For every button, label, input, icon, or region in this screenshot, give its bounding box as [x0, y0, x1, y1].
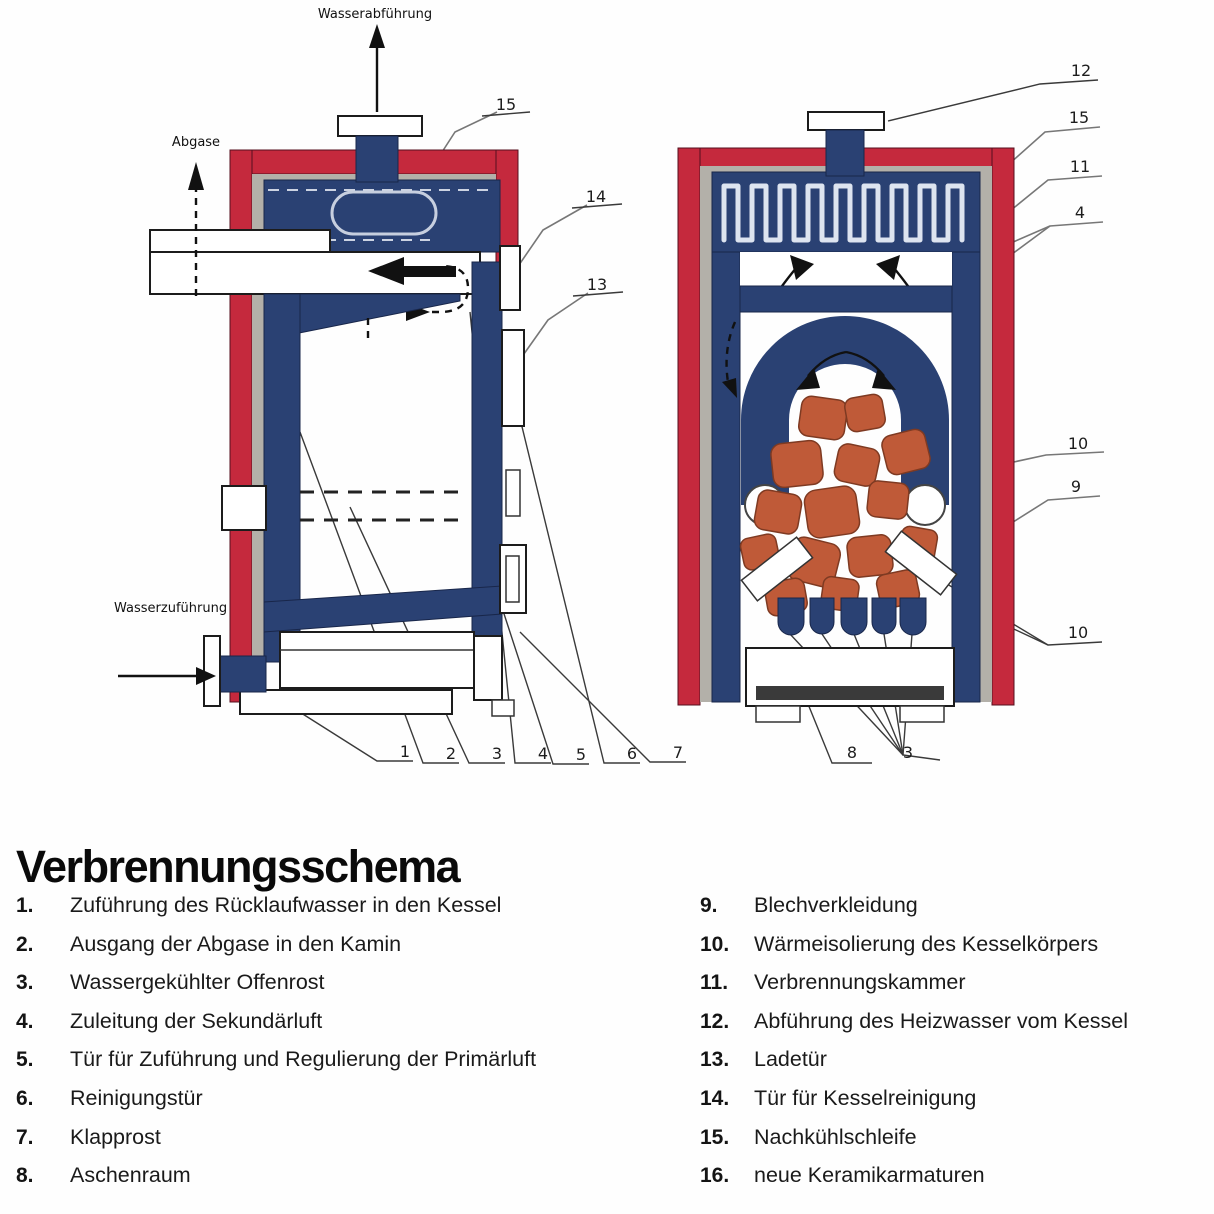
grate-fingers	[778, 598, 926, 635]
legend-item-8	[16, 1163, 686, 1202]
callout-6: 6	[626, 744, 638, 763]
callout-10-upper: 10	[1067, 434, 1089, 453]
legend-item-number: 10.	[700, 932, 730, 956]
water-outlet-arrow-icon	[369, 24, 385, 112]
legend-item-number: 3.	[16, 971, 34, 995]
legend-item-16	[700, 1163, 1210, 1202]
legend-item-number: 4.	[16, 1009, 34, 1033]
callout-12: 12	[1070, 61, 1092, 80]
legend-item-text: Aschenraum	[70, 1163, 191, 1188]
legend-item-text: Abführung des Heizwasser vom Kessel	[754, 1008, 1129, 1033]
legend-item-3	[16, 970, 686, 1009]
legend-item-text: Tür für Zuführung und Regulierung der Primärluft	[70, 1047, 537, 1072]
legend-item-number: 13.	[700, 1048, 730, 1072]
legend-item-12	[700, 1009, 1210, 1048]
callout-13: 13	[586, 275, 608, 294]
legend-item-number: 11.	[700, 971, 729, 995]
callout-4: 4	[537, 744, 549, 763]
legend-item-text: Klapprost	[70, 1124, 161, 1149]
callout-3-right: 3	[902, 743, 914, 762]
callout-15-left: 15	[495, 95, 517, 114]
water-inlet-label: Wasserzuführung	[114, 601, 228, 616]
legend-item-9	[700, 893, 1210, 932]
legend-item-7	[16, 1125, 686, 1164]
legend-item-11	[700, 970, 1210, 1009]
legend-item-15	[700, 1125, 1210, 1164]
ash-chamber	[280, 632, 474, 688]
legend-item-number: 15.	[700, 1125, 730, 1149]
legend-item-number: 9.	[700, 894, 718, 917]
foot-left	[756, 706, 800, 722]
legend-item-number: 16.	[700, 1164, 730, 1188]
legend-item-number: 7.	[16, 1125, 34, 1149]
right-shell-left	[678, 148, 700, 705]
callout-1: 1	[399, 742, 411, 761]
legend-item-number: 5.	[16, 1048, 34, 1072]
callout-3: 3	[491, 744, 503, 763]
legend-item-number: 6.	[16, 1086, 34, 1110]
callout-11: 11	[1069, 157, 1091, 176]
header-bottom-bar	[740, 286, 952, 312]
flue-gas-label: Abgase	[171, 135, 221, 150]
bottom-tray	[240, 690, 452, 714]
callout-10-lower: 10	[1067, 623, 1089, 642]
legend-item-number: 2.	[16, 932, 34, 956]
right-insulation-left	[700, 166, 712, 702]
legend-item-13	[700, 1047, 1210, 1086]
callout-2: 2	[445, 744, 457, 763]
legend-item-number: 14.	[700, 1086, 730, 1110]
legend-item-number: 8.	[16, 1164, 34, 1188]
callout-9: 9	[1070, 477, 1082, 496]
legend-item-number: 12.	[700, 1009, 730, 1033]
water-outlet-label: Wasserabführung	[317, 7, 433, 22]
left-top-flange	[338, 116, 422, 136]
callout-4-right: 4	[1074, 203, 1086, 222]
legend-item-6	[16, 1086, 686, 1125]
legend-item-number: 1.	[16, 894, 34, 917]
legend-item-text: Reinigungstür	[70, 1085, 203, 1110]
page-title: Verbrennungsschema	[16, 841, 460, 893]
legend-item-text: Zuführung des Rücklaufwasser in den Kessel	[70, 893, 502, 917]
grate-axle	[222, 486, 266, 530]
legend-item-text: Tür für Kesselreinigung	[754, 1085, 977, 1110]
legend-item-2	[16, 932, 686, 971]
flue-duct-step	[150, 230, 330, 254]
right-shell-right	[992, 148, 1014, 705]
right-boiler	[678, 80, 1104, 763]
callout-5: 5	[575, 745, 587, 764]
legend-item-text: neue Keramikarmaturen	[754, 1163, 985, 1188]
foot-right	[900, 706, 944, 722]
legend-item-text: Wassergekühlter Offenrost	[70, 970, 325, 995]
arch-end-right	[905, 485, 945, 525]
gas-band	[740, 252, 952, 286]
legend-item-text: Verbrennungskammer	[754, 970, 966, 995]
legend-item-text: Blechverkleidung	[754, 893, 918, 917]
left-chimney-stub	[356, 136, 398, 182]
callout-7: 7	[672, 743, 684, 762]
right-top-flange	[808, 112, 884, 130]
legend-item-text: Nachkühlschleife	[754, 1124, 917, 1149]
legend-item-text: Zuleitung der Sekundärluft	[70, 1008, 323, 1033]
callout-14: 14	[585, 187, 607, 206]
right-connector-stub	[826, 130, 864, 176]
legend-item-text: Wärmeisolierung des Kesselkörpers	[754, 931, 1099, 956]
right-insulation-right	[980, 166, 992, 702]
ash-pan-base	[756, 686, 944, 700]
legend-item-10	[700, 932, 1210, 971]
legend-right-column	[700, 893, 1210, 1202]
legend-item-text: Ausgang der Abgase in den Kamin	[70, 931, 402, 956]
legend-item-text: Ladetür	[754, 1047, 827, 1072]
legend-item-5	[16, 1047, 686, 1086]
callout-8: 8	[846, 743, 858, 762]
callout-15-right: 15	[1068, 108, 1090, 127]
legend-item-4	[16, 1009, 686, 1048]
legend-item-1	[16, 893, 686, 932]
legend-item-14	[700, 1086, 1210, 1125]
legend-left-column	[16, 893, 686, 1202]
